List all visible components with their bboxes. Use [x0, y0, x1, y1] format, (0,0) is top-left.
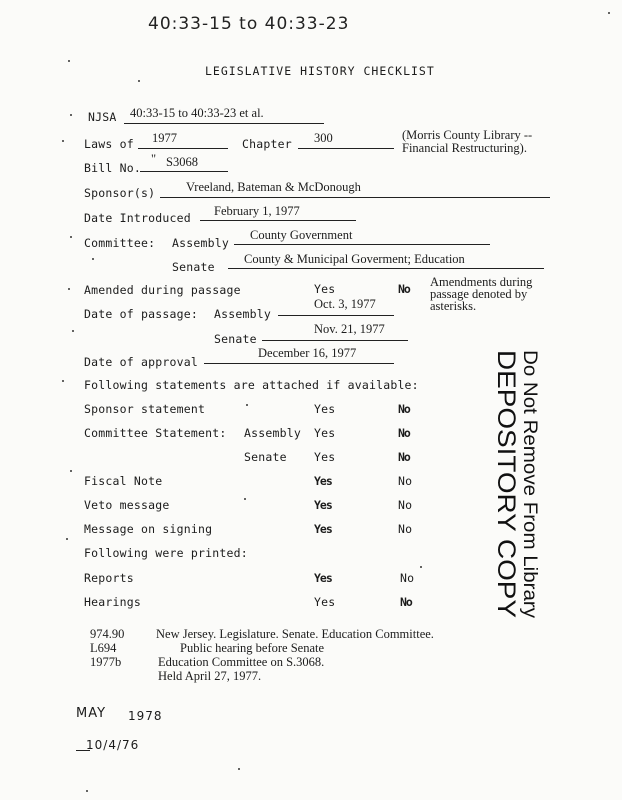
catalog-line2: Public hearing before Senate	[180, 641, 325, 655]
laws-note-line1: (Morris County Library --	[402, 128, 533, 142]
laws-underline	[138, 148, 228, 149]
njsa-underline	[124, 123, 324, 124]
committee-statement-senate-label: Senate	[244, 450, 287, 464]
message-signing-yes: Yes	[314, 522, 332, 536]
page-title: LEGISLATIVE HISTORY CHECKLIST	[205, 64, 435, 78]
catalog-call-numbers	[90, 627, 124, 669]
committee-statement-senate-yes: Yes	[314, 450, 336, 464]
reports-label: Reports	[84, 571, 134, 585]
reports-yes: Yes	[314, 571, 332, 585]
committee-assembly-label: Assembly	[172, 236, 229, 250]
hearings-no: No	[400, 595, 412, 609]
footer-date: 10/4/76	[86, 738, 140, 752]
sponsor-statement-no: No	[398, 402, 410, 416]
passage-senate-value: Nov. 21, 1977	[314, 322, 385, 336]
message-signing-label: Message on signing	[84, 522, 213, 536]
fiscal-note-label: Fiscal Note	[84, 474, 163, 488]
stamp-line1: DEPOSITORY COPY	[492, 350, 520, 591]
chapter-label: Chapter	[242, 137, 292, 151]
passage-label: Date of passage:	[84, 307, 198, 321]
footer-date-dash	[76, 750, 90, 751]
received-month: MAY	[76, 706, 107, 721]
passage-senate-label: Senate	[214, 332, 257, 346]
njsa-label: NJSA	[88, 110, 117, 124]
amended-label: Amended during passage	[84, 283, 241, 297]
committee-statement-assembly-yes: Yes	[314, 426, 336, 440]
chapter-value: 300	[314, 131, 333, 145]
veto-message-label: Veto message	[84, 498, 170, 512]
reports-no: No	[400, 571, 415, 585]
stamp-line2: Do Not Remove From Library	[519, 350, 540, 599]
njsa-value: 40:33-15 to 40:33-23 et al.	[130, 106, 264, 120]
committee-label: Committee:	[84, 236, 156, 250]
sponsors-label: Sponsor(s)	[84, 186, 156, 200]
sponsor-statement-yes: Yes	[314, 402, 336, 416]
fiscal-note-no: No	[398, 474, 413, 488]
attached-heading: Following statements are attached if available:	[84, 378, 419, 392]
date-introduced-label: Date Introduced	[84, 211, 191, 225]
laws-year: 1977	[152, 131, 177, 145]
committee-senate-label: Senate	[172, 260, 215, 274]
veto-message-yes: Yes	[314, 498, 332, 512]
received-year: 1978	[128, 709, 163, 723]
checklist-page: 40:33-15 to 40:33-23 LEGISLATIVE HISTORY CHECKLIST NJSA 40:33-15 to 40:33-23 et al. Laws of 1977 Chapter 300 (Morris County Library -- Financial Restructuring). Bill No. " S3068 Sponsor(s) Vreeland, Bateman & McDonough Date Introduced February 1, 1977 Committee: Assembly County Government Senate County & Municipal Goverment; Education Amended during passage Yes No Amendments during passage denoted by asterisks. Date of passage: Assembly Oct. 3, 1977 Senate Nov. 21, 1977 Date of approval December 16, 1977 Following statements are attached if available: Sponsor statement Yes No Committee Statement: Assembly Yes No Senate Yes No Fiscal Note Yes No Veto message Yes No Message on signing Yes No Following were printed: Reports Yes No Hearings Yes No DEPOSITORY COPY Do Not Remove From Library 974.90 L694 1977b New Jersey. Legislature. Senate. Education Committee. Public hearing before Senate Education Committee on S.3068. Held April 27, 1977. MAY 1978 10/4/76	[0, 0, 622, 800]
committee-statement-assembly-no: No	[398, 426, 410, 440]
committee-senate-value: County & Municipal Goverment; Education	[244, 252, 465, 266]
amended-yes: Yes	[314, 282, 336, 296]
chapter-underline	[298, 148, 394, 149]
committee-statement-assembly-label: Assembly	[244, 426, 301, 440]
fiscal-note-yes: Yes	[314, 474, 332, 488]
hearings-label: Hearings	[84, 595, 141, 609]
depository-stamp	[470, 346, 550, 626]
amended-note-line1: Amendments during	[430, 275, 533, 289]
printed-heading: Following were printed:	[84, 546, 248, 560]
header-scrawl: 40:33-15 to 40:33-23	[148, 14, 350, 34]
bill-label: Bill No.	[84, 161, 141, 175]
approval-value: December 16, 1977	[258, 346, 357, 360]
date-introduced-value: February 1, 1977	[214, 204, 300, 218]
committee-assembly-underline	[234, 244, 490, 245]
committee-senate-underline	[228, 268, 544, 269]
sponsors-underline	[160, 197, 550, 198]
sponsors-value: Vreeland, Bateman & McDonough	[186, 180, 361, 194]
depository-stamp-graphic	[470, 346, 550, 626]
call-number-1: 974.90	[90, 627, 125, 641]
passage-assembly-label: Assembly	[214, 307, 271, 321]
passage-senate-underline	[262, 340, 408, 341]
laws-label: Laws of	[84, 137, 134, 151]
approval-underline	[204, 363, 394, 364]
date-introduced-underline	[200, 220, 356, 221]
laws-note-line2: Financial Restructuring).	[402, 141, 527, 155]
amended-note-line2: passage denoted by	[430, 287, 528, 301]
amended-note-line3: asterisks.	[430, 299, 477, 313]
catalog-line3: Education Committee on S.3068.	[158, 655, 325, 669]
bill-underline	[140, 171, 228, 172]
committee-statement-senate-no: No	[398, 450, 410, 464]
message-signing-no: No	[398, 522, 413, 536]
veto-message-no: No	[398, 498, 413, 512]
catalog-line1: New Jersey. Legislature. Senate. Education Committee.	[156, 627, 434, 641]
committee-assembly-value: County Government	[250, 228, 353, 242]
amended-no: No	[398, 282, 410, 296]
committee-statement-label: Committee Statement:	[84, 426, 227, 440]
catalog-line4: Held April 27, 1977.	[158, 669, 262, 683]
approval-label: Date of approval	[84, 355, 198, 369]
call-number-2: L694	[90, 641, 117, 655]
passage-assembly-underline	[278, 315, 394, 316]
passage-assembly-value: Oct. 3, 1977	[314, 297, 376, 311]
bill-value: S3068	[166, 155, 198, 169]
sponsor-statement-label: Sponsor statement	[84, 402, 206, 416]
hearings-yes: Yes	[314, 595, 336, 609]
amended-note	[430, 276, 532, 312]
call-number-3: 1977b	[90, 655, 122, 669]
